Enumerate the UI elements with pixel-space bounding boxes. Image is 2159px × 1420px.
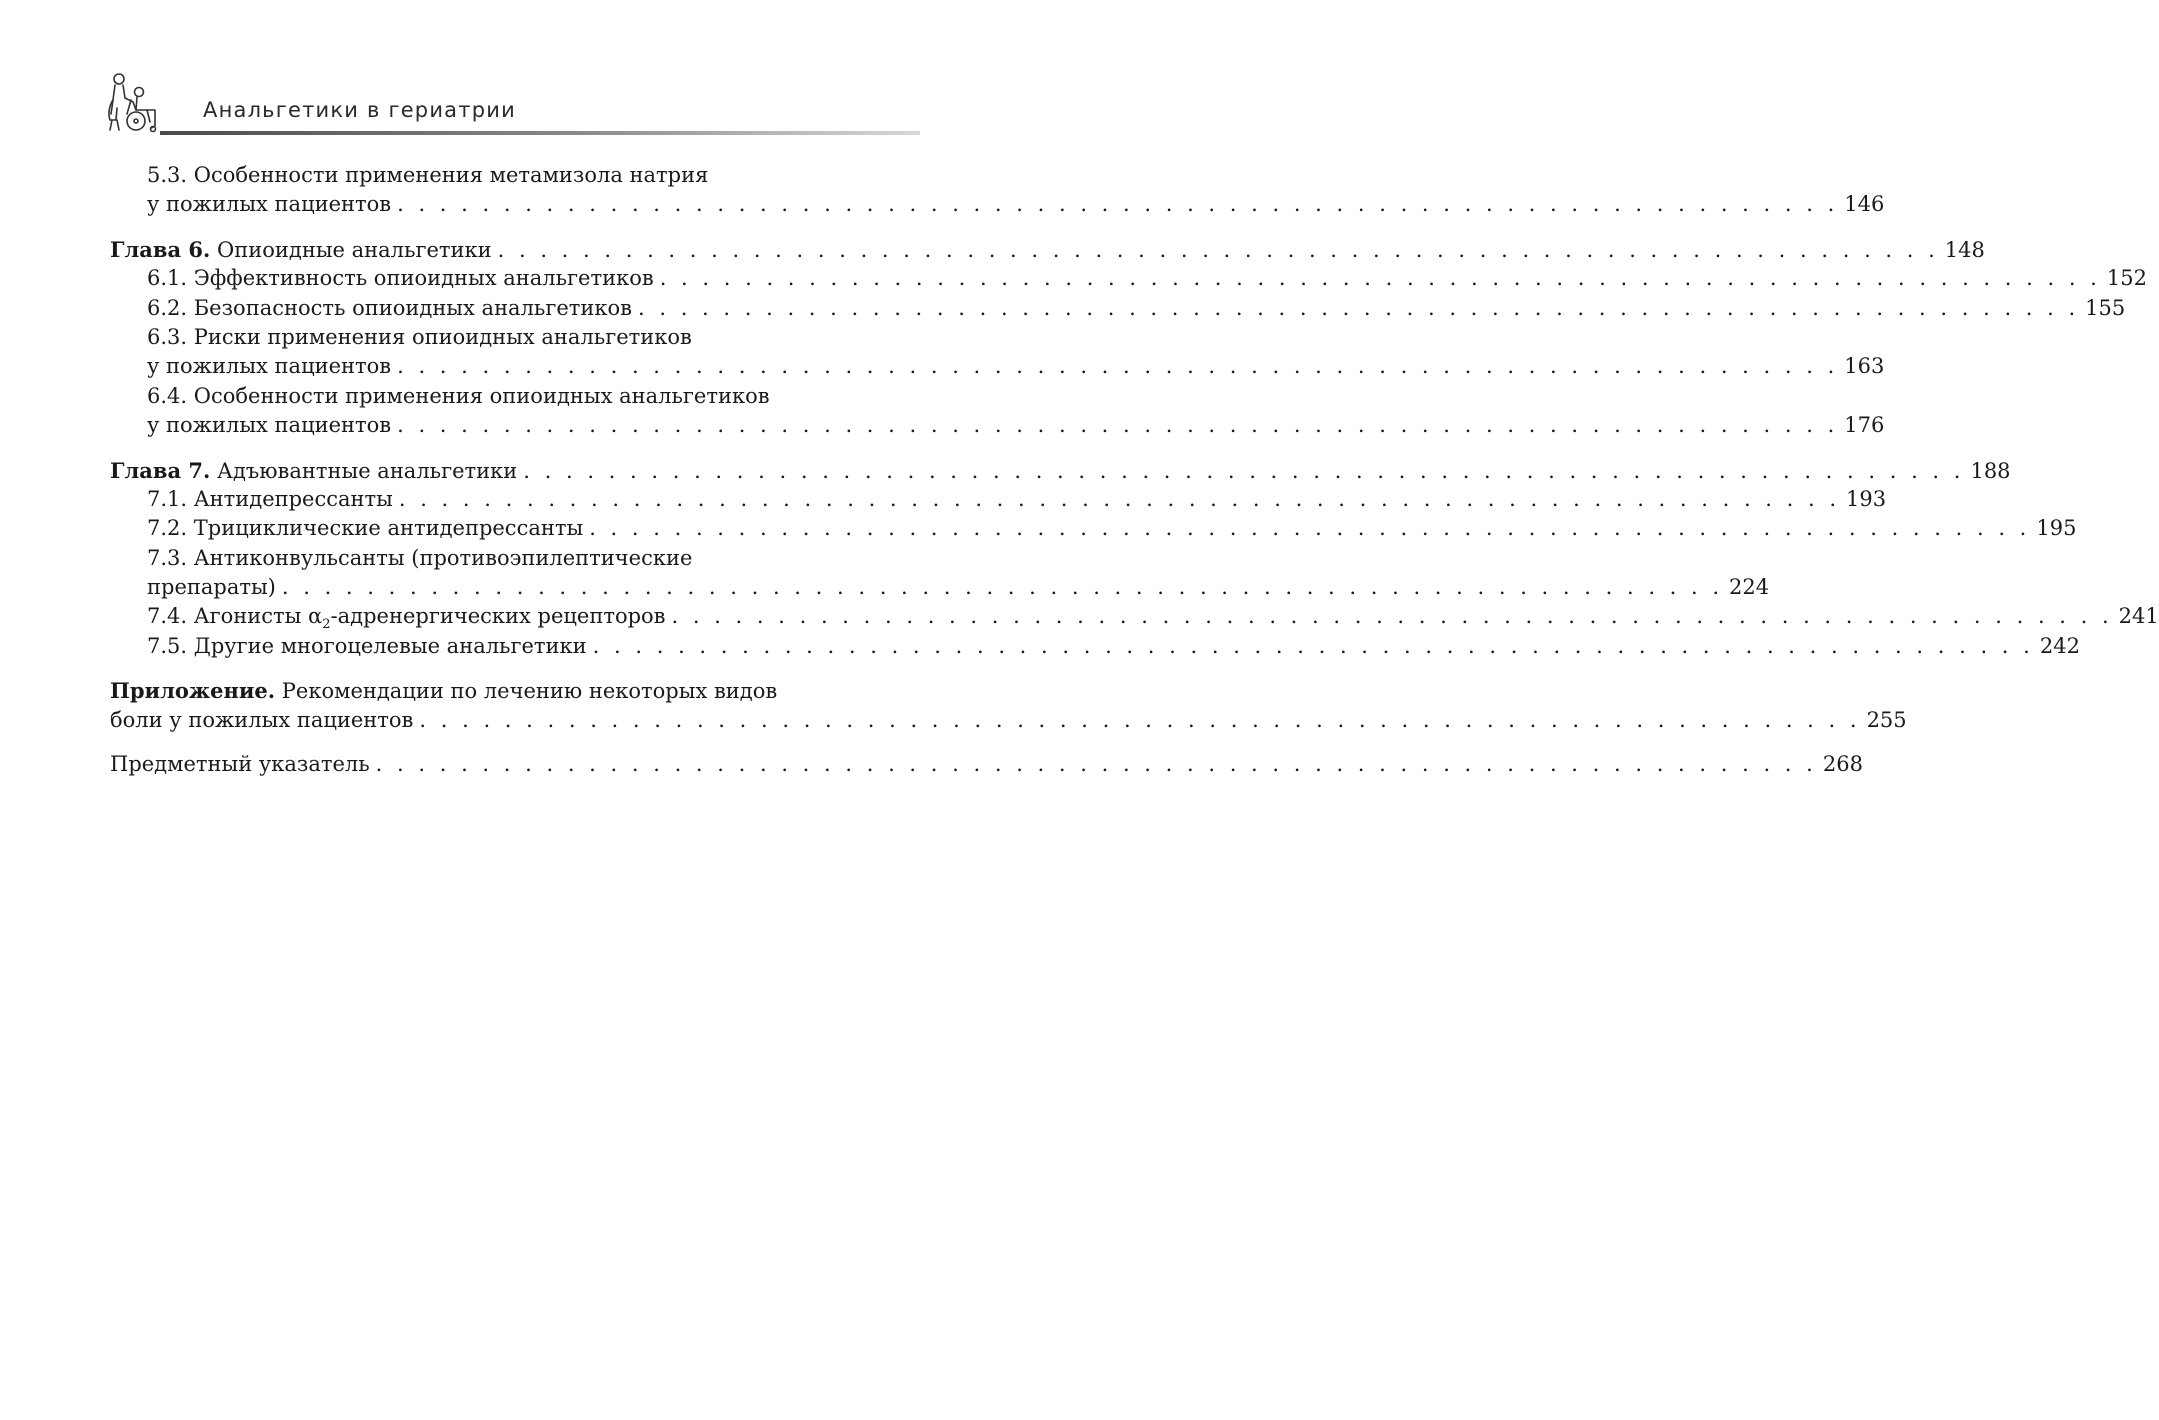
index-title: Предметный указатель	[110, 752, 370, 777]
toc-entry-5-3-cont	[110, 190, 1885, 219]
page-number: 163	[1844, 354, 1885, 379]
page-number: 188	[1970, 458, 2011, 483]
toc-entry-title: 6.2. Безопасность опиоидных анальгетиков	[147, 295, 632, 320]
page-number: 242	[2039, 633, 2080, 658]
page-number: 224	[1729, 575, 1770, 600]
page-number: 195	[2036, 516, 2077, 541]
toc-entry-title-part: 7.4. Агонисты α	[147, 604, 323, 629]
dot-leader: . . . . . . . . . . . . . . . . . . . . . . . . . . . . . . . . . . . . . . . . . . . . . . . . . . . . . . . . . . . . . . . . . . . .	[397, 413, 1839, 438]
toc-entry-title: 5.3. Особенности применения метамизола натрия	[147, 163, 709, 187]
dot-leader: . . . . . . . . . . . . . . . . . . . . . . . . . . . . . . . . . . . . . . . . . . . . . . . . . . . . . . . . . . . . . . . . . . . .	[397, 192, 1839, 217]
toc-chapter-6	[110, 235, 1985, 264]
toc-entry-title: 7.5. Другие многоцелевые анальгетики	[147, 633, 587, 658]
toc-entry-title: 6.1. Эффективность опиоидных анальгетиков	[147, 266, 654, 291]
dot-leader: . . . . . . . . . . . . . . . . . . . . . . . . . . . . . . . . . . . . . . . . . . . . . . . . . . . . . . . . . . . . . . . . . . . .	[497, 237, 1939, 262]
dot-leader: . . . . . . . . . . . . . . . . . . . . . . . . . . . . . . . . . . . . . . . . . . . . . . . . . . . . . . . . . . . . . . . . . . . .	[375, 752, 1817, 777]
toc-entry-title: 7.1. Антидепрессанты	[147, 486, 393, 511]
elderly-wheelchair-caregiver-icon	[103, 70, 163, 134]
page-number: 148	[1944, 237, 1985, 262]
toc-entry-7-3	[110, 544, 903, 573]
page-number: 155	[2085, 295, 2126, 320]
dot-leader: . . . . . . . . . . . . . . . . . . . . . . . . . . . . . . . . . . . . . . . . . . . . . . . . . . . . . . . . . . . . . . . . . . . .	[671, 604, 2113, 629]
subscript: 2	[322, 617, 331, 633]
appendix-title: боли у пожилых пациентов	[110, 707, 414, 732]
toc-entry-7-3-cont	[110, 573, 1770, 602]
dot-leader: . . . . . . . . . . . . . . . . . . . . . . . . . . . . . . . . . . . . . . . . . . . . . . . . . . . . . . . . . . . . . . . . . . . .	[419, 707, 1861, 732]
page-number: 193	[1846, 486, 1887, 511]
toc-entry-6-2	[110, 294, 2126, 323]
toc-entry-7-1	[110, 485, 1887, 514]
toc-entry-7-2	[110, 514, 2077, 543]
dot-leader: . . . . . . . . . . . . . . . . . . . . . . . . . . . . . . . . . . . . . . . . . . . . . . . . . . . . . . . . . . . . . . . . . . . .	[523, 458, 1965, 483]
toc-entry-6-1	[110, 264, 2147, 293]
dot-leader: . . . . . . . . . . . . . . . . . . . . . . . . . . . . . . . . . . . . . . . . . . . . . . . . . . . . . . . . . . . . . . . . . . . .	[592, 633, 2034, 658]
header-rule	[160, 131, 920, 135]
toc-entry-5-3	[110, 161, 903, 190]
toc-entry-7-4	[110, 602, 2159, 633]
appendix-label: Приложение.	[110, 678, 276, 704]
page-number: 176	[1844, 413, 1885, 438]
toc-appendix	[110, 676, 903, 705]
appendix-title: Рекомендации по лечению некоторых видов	[281, 679, 778, 704]
toc-entry-6-3	[110, 323, 903, 352]
dot-leader: . . . . . . . . . . . . . . . . . . . . . . . . . . . . . . . . . . . . . . . . . . . . . . . . . . . . . . . . . . . . . . . . . . . .	[397, 354, 1839, 379]
page-number: 146	[1844, 192, 1885, 217]
toc-entry-title: 7.3. Антиконвульсанты (противоэпилептические	[147, 545, 693, 570]
page-number: 255	[1866, 707, 1907, 732]
toc-entry-title: 6.3. Риски применения опиоидных анальгетиков	[147, 324, 692, 349]
toc-entry-title-part: -адренергических рецепторов	[330, 604, 666, 629]
dot-leader: . . . . . . . . . . . . . . . . . . . . . . . . . . . . . . . . . . . . . . . . . . . . . . . . . . . . . . . . . . . . . . . . . . . .	[589, 516, 2031, 541]
toc-entry-title	[147, 602, 666, 631]
toc-entry-6-3-cont	[110, 352, 1885, 381]
toc-entry-title: препараты)	[147, 575, 276, 600]
page-number: 241	[2118, 604, 2159, 629]
chapter-title: Адъювантные анальгетики	[217, 458, 518, 483]
toc-entry-title: 6.4. Особенности применения опиоидных анальгетиков	[147, 383, 770, 408]
toc-entry-title: у пожилых пациентов	[147, 192, 392, 217]
dot-leader: . . . . . . . . . . . . . . . . . . . . . . . . . . . . . . . . . . . . . . . . . . . . . . . . . . . . . . . . . . . . . . . . . . . .	[398, 486, 1841, 511]
page-number: 152	[2106, 266, 2147, 291]
chapter-label: Глава 7.	[110, 457, 211, 483]
page-number: 268	[1822, 752, 1863, 777]
toc-entry-title: у пожилых пациентов	[147, 354, 392, 379]
toc-appendix-cont	[110, 706, 1907, 735]
page-header	[0, 0, 1000, 150]
toc-entry-title: у пожилых пациентов	[147, 413, 392, 438]
chapter-label: Глава 6.	[110, 236, 211, 262]
dot-leader: . . . . . . . . . . . . . . . . . . . . . . . . . . . . . . . . . . . . . . . . . . . . . . . . . . . . . . . . . . . . . . . . . . . .	[659, 266, 2101, 291]
table-of-contents	[110, 161, 2159, 779]
chapter-title: Опиоидные анальгетики	[217, 237, 492, 262]
toc-chapter-7	[110, 456, 2011, 485]
dot-leader: . . . . . . . . . . . . . . . . . . . . . . . . . . . . . . . . . . . . . . . . . . . . . . . . . . . . . . . . . . . . . . . . . . . .	[638, 295, 2080, 320]
running-title: Анальгетики в гериатрии	[203, 98, 516, 122]
toc-entry-6-4	[110, 382, 903, 411]
dot-leader: . . . . . . . . . . . . . . . . . . . . . . . . . . . . . . . . . . . . . . . . . . . . . . . . . . . . . . . . . . . . . . . . . . . .	[281, 575, 1724, 600]
toc-entry-7-5	[110, 632, 2080, 661]
toc-index	[110, 750, 1863, 779]
toc-entry-title: 7.2. Трициклические антидепрессанты	[147, 516, 584, 541]
toc-entry-6-4-cont	[110, 411, 1885, 440]
